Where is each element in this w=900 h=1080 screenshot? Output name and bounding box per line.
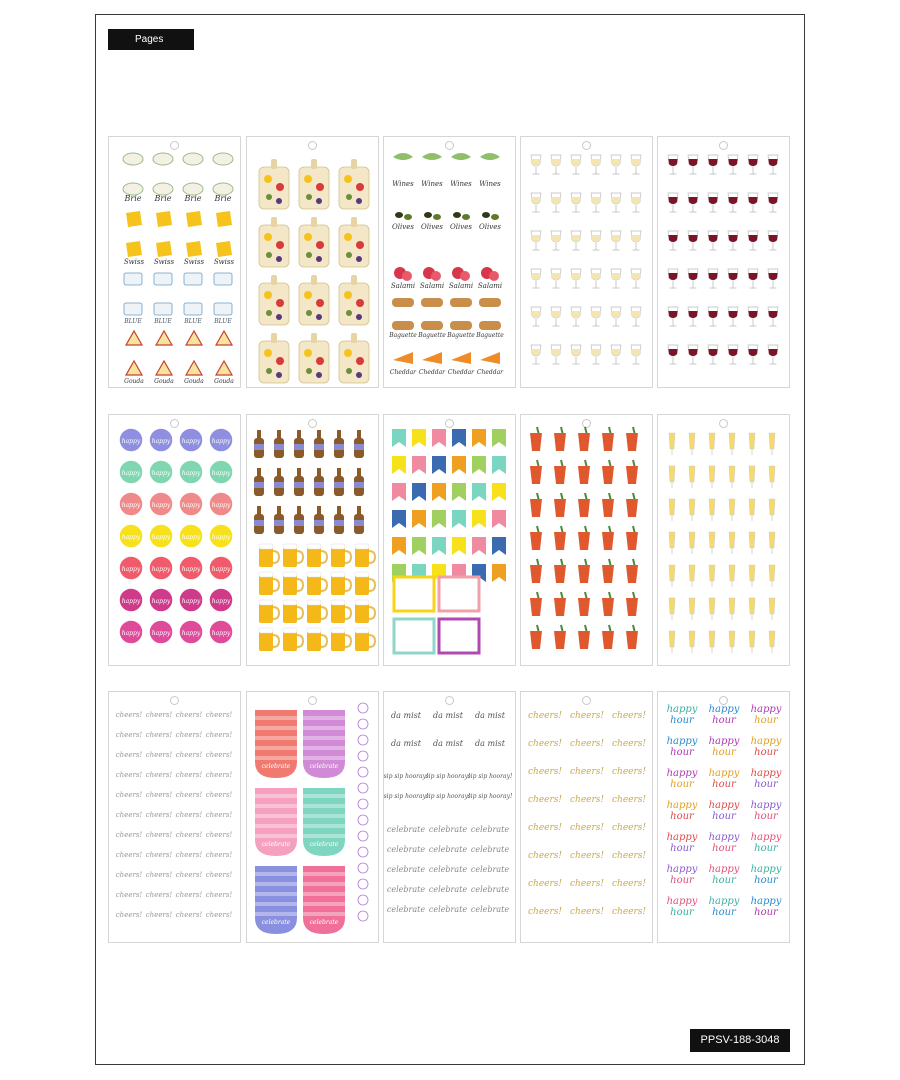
sticker-sheet [520,136,653,388]
svg-text:cheers!: cheers! [175,791,203,799]
svg-text:cheers!: cheers! [527,823,563,833]
sticker-sheet [520,414,653,666]
sticker-sheet [520,691,653,943]
sticker-art [658,415,790,666]
svg-text:celebrate: celebrate [261,919,291,926]
svg-text:celebrate: celebrate [386,885,426,894]
svg-text:happy: happy [151,630,171,637]
svg-text:cheers!: cheers! [175,851,203,859]
svg-text:Cheddar: Cheddar [389,369,417,376]
svg-text:cheers!: cheers! [145,711,173,719]
svg-text:Salami: Salami [477,282,503,290]
svg-text:happy: happy [708,896,740,907]
svg-text:happy: happy [666,896,698,907]
svg-text:celebrate: celebrate [309,841,339,848]
svg-text:hour: hour [712,811,736,822]
svg-text:cheers!: cheers! [145,771,173,779]
svg-text:cheers!: cheers! [527,739,563,749]
svg-text:da mist: da mist [433,711,463,720]
svg-text:sip sip hooray!: sip sip hooray! [384,773,429,780]
svg-text:cheers!: cheers! [145,751,173,759]
svg-text:Brie: Brie [124,194,142,203]
sticker-art [658,692,790,943]
svg-text:cheers!: cheers! [205,711,233,719]
svg-text:Cheddar: Cheddar [476,369,504,376]
svg-text:Brie: Brie [214,194,232,203]
svg-text:da mist: da mist [391,739,421,748]
svg-text:happy: happy [666,800,698,811]
svg-text:Salami: Salami [419,282,445,290]
svg-text:happy: happy [121,566,141,573]
svg-text:Wines: Wines [392,180,414,188]
svg-text:hour: hour [712,747,736,758]
svg-text:sip sip hooray!: sip sip hooray! [384,793,429,800]
svg-text:cheers!: cheers! [205,891,233,899]
sticker-art [384,137,516,388]
pages-label: Pages [108,29,194,50]
svg-text:happy: happy [181,438,201,445]
sticker-sheet [108,136,241,388]
svg-text:cheers!: cheers! [175,731,203,739]
svg-text:happy: happy [211,438,231,445]
svg-text:cheers!: cheers! [611,907,647,917]
svg-text:happy: happy [121,438,141,445]
svg-text:cheers!: cheers! [115,871,143,879]
sticker-sheet [108,691,241,943]
svg-text:celebrate: celebrate [386,905,426,914]
svg-text:happy: happy [211,534,231,541]
svg-text:Olives: Olives [421,223,443,231]
svg-text:happy: happy [211,566,231,573]
sticker-sheet [246,414,379,666]
svg-text:hour: hour [754,907,778,918]
svg-text:happy: happy [708,864,740,875]
svg-text:da mist: da mist [475,711,505,720]
svg-text:cheers!: cheers! [145,791,173,799]
svg-text:cheers!: cheers! [569,767,605,777]
svg-text:hour: hour [670,907,694,918]
svg-text:happy: happy [708,704,740,715]
svg-text:sip sip hooray!: sip sip hooray! [425,793,471,800]
svg-text:Swiss: Swiss [123,258,145,266]
svg-text:celebrate: celebrate [309,763,339,770]
svg-text:happy: happy [750,800,782,811]
svg-text:celebrate: celebrate [428,865,468,874]
svg-text:cheers!: cheers! [569,879,605,889]
sticker-art [109,692,241,943]
svg-text:celebrate: celebrate [428,845,468,854]
svg-text:cheers!: cheers! [175,891,203,899]
svg-text:BLUE: BLUE [124,318,142,325]
svg-text:Cheddar: Cheddar [447,369,475,376]
svg-text:hour: hour [754,875,778,886]
svg-text:cheers!: cheers! [205,731,233,739]
svg-text:celebrate: celebrate [386,845,426,854]
svg-text:happy: happy [121,598,141,605]
svg-text:cheers!: cheers! [115,831,143,839]
svg-text:BLUE: BLUE [214,318,232,325]
svg-text:cheers!: cheers! [145,731,173,739]
svg-text:happy: happy [211,630,231,637]
svg-text:cheers!: cheers! [115,811,143,819]
svg-text:happy: happy [750,832,782,843]
svg-text:cheers!: cheers! [527,711,563,721]
svg-text:hour: hour [670,811,694,822]
svg-text:celebrate: celebrate [470,885,510,894]
sticker-art [384,692,516,943]
svg-text:Swiss: Swiss [153,258,175,266]
svg-text:hour: hour [712,907,736,918]
svg-text:happy: happy [708,768,740,779]
svg-text:da mist: da mist [433,739,463,748]
svg-text:happy: happy [151,470,171,477]
svg-text:cheers!: cheers! [115,891,143,899]
svg-text:cheers!: cheers! [115,751,143,759]
svg-text:Brie: Brie [184,194,202,203]
svg-text:sip sip hooray!: sip sip hooray! [467,773,513,780]
svg-text:cheers!: cheers! [175,831,203,839]
sticker-art [109,415,241,666]
svg-text:hour: hour [754,779,778,790]
svg-text:celebrate: celebrate [261,841,291,848]
sticker-sheet [383,691,516,943]
svg-text:happy: happy [750,704,782,715]
svg-text:happy: happy [121,502,141,509]
svg-text:happy: happy [121,534,141,541]
svg-text:celebrate: celebrate [470,905,510,914]
svg-text:cheers!: cheers! [145,851,173,859]
sticker-sheet [108,414,241,666]
svg-text:cheers!: cheers! [205,791,233,799]
svg-text:Brie: Brie [154,194,172,203]
svg-text:cheers!: cheers! [527,851,563,861]
svg-text:cheers!: cheers! [175,911,203,919]
svg-text:cheers!: cheers! [569,711,605,721]
svg-text:cheers!: cheers! [175,871,203,879]
svg-text:hour: hour [670,843,694,854]
svg-text:Gouda: Gouda [124,378,144,385]
svg-text:Wines: Wines [450,180,472,188]
svg-text:cheers!: cheers! [611,795,647,805]
svg-text:hour: hour [670,779,694,790]
svg-text:celebrate: celebrate [386,825,426,834]
svg-text:celebrate: celebrate [309,919,339,926]
svg-text:Cheddar: Cheddar [418,369,446,376]
svg-text:cheers!: cheers! [145,891,173,899]
svg-text:da mist: da mist [391,711,421,720]
sticker-sheet [383,414,516,666]
svg-text:happy: happy [211,470,231,477]
svg-text:cheers!: cheers! [205,751,233,759]
svg-text:BLUE: BLUE [154,318,172,325]
svg-text:cheers!: cheers! [569,739,605,749]
svg-text:happy: happy [181,598,201,605]
svg-text:happy: happy [750,864,782,875]
svg-text:happy: happy [151,598,171,605]
svg-text:cheers!: cheers! [145,831,173,839]
svg-text:happy: happy [666,704,698,715]
svg-text:cheers!: cheers! [115,731,143,739]
svg-text:cheers!: cheers! [611,711,647,721]
svg-text:cheers!: cheers! [205,771,233,779]
svg-text:happy: happy [151,438,171,445]
svg-text:cheers!: cheers! [115,911,143,919]
svg-text:happy: happy [211,598,231,605]
svg-text:hour: hour [754,747,778,758]
svg-text:Gouda: Gouda [154,378,174,385]
svg-text:celebrate: celebrate [428,825,468,834]
sticker-sheet [657,691,790,943]
svg-text:happy: happy [181,470,201,477]
svg-text:happy: happy [750,768,782,779]
svg-text:Gouda: Gouda [214,378,234,385]
svg-text:happy: happy [181,502,201,509]
svg-text:cheers!: cheers! [205,851,233,859]
svg-text:Wines: Wines [421,180,443,188]
sticker-sheet [383,136,516,388]
svg-text:cheers!: cheers! [611,739,647,749]
svg-text:happy: happy [151,534,171,541]
sticker-art [521,415,653,666]
svg-text:happy: happy [121,470,141,477]
svg-text:cheers!: cheers! [205,911,233,919]
svg-text:Baguette: Baguette [418,332,446,339]
svg-text:hour: hour [670,747,694,758]
svg-text:hour: hour [712,875,736,886]
svg-text:celebrate: celebrate [428,905,468,914]
svg-text:cheers!: cheers! [175,811,203,819]
svg-text:cheers!: cheers! [145,911,173,919]
svg-text:cheers!: cheers! [611,823,647,833]
sticker-art [384,415,516,666]
svg-text:hour: hour [670,875,694,886]
svg-text:happy: happy [211,502,231,509]
svg-text:happy: happy [708,800,740,811]
svg-text:celebrate: celebrate [386,865,426,874]
svg-text:happy: happy [708,832,740,843]
sticker-art [521,137,653,388]
svg-text:cheers!: cheers! [611,851,647,861]
svg-text:hour: hour [712,779,736,790]
svg-text:da mist: da mist [475,739,505,748]
sticker-sheet [246,136,379,388]
svg-text:happy: happy [750,736,782,747]
svg-text:cheers!: cheers! [611,767,647,777]
svg-text:cheers!: cheers! [527,879,563,889]
svg-text:happy: happy [121,630,141,637]
svg-text:cheers!: cheers! [175,771,203,779]
svg-text:sip sip hooray!: sip sip hooray! [425,773,471,780]
svg-text:cheers!: cheers! [115,851,143,859]
svg-text:celebrate: celebrate [470,865,510,874]
sticker-art [247,692,379,943]
svg-text:celebrate: celebrate [470,845,510,854]
svg-text:happy: happy [181,566,201,573]
svg-text:Baguette: Baguette [389,332,417,339]
svg-text:cheers!: cheers! [115,791,143,799]
svg-text:Baguette: Baguette [447,332,475,339]
svg-text:hour: hour [712,715,736,726]
svg-text:happy: happy [666,864,698,875]
svg-text:cheers!: cheers! [205,811,233,819]
svg-text:Swiss: Swiss [183,258,205,266]
svg-text:hour: hour [670,715,694,726]
svg-text:Wines: Wines [479,180,501,188]
svg-text:hour: hour [712,843,736,854]
svg-text:cheers!: cheers! [527,795,563,805]
svg-text:celebrate: celebrate [261,763,291,770]
svg-text:Olives: Olives [392,223,414,231]
svg-text:celebrate: celebrate [470,825,510,834]
svg-text:celebrate: celebrate [428,885,468,894]
svg-text:Salami: Salami [448,282,474,290]
svg-text:cheers!: cheers! [145,811,173,819]
svg-text:cheers!: cheers! [569,851,605,861]
svg-text:cheers!: cheers! [205,871,233,879]
svg-text:cheers!: cheers! [569,907,605,917]
svg-text:hour: hour [754,843,778,854]
sticker-art [247,137,379,388]
svg-text:Baguette: Baguette [476,332,504,339]
svg-text:BLUE: BLUE [184,318,202,325]
sticker-sheet [657,414,790,666]
sku-label: PPSV-188-3048 [690,1029,790,1052]
svg-text:cheers!: cheers! [611,879,647,889]
svg-text:cheers!: cheers! [115,711,143,719]
svg-text:Olives: Olives [479,223,501,231]
svg-text:happy: happy [666,768,698,779]
svg-text:cheers!: cheers! [569,795,605,805]
svg-text:happy: happy [181,630,201,637]
svg-text:cheers!: cheers! [145,871,173,879]
svg-text:cheers!: cheers! [175,751,203,759]
svg-text:cheers!: cheers! [527,767,563,777]
sticker-art [521,692,653,943]
svg-text:Olives: Olives [450,223,472,231]
svg-text:sip sip hooray!: sip sip hooray! [467,793,513,800]
svg-text:happy: happy [666,832,698,843]
svg-text:cheers!: cheers! [569,823,605,833]
svg-text:happy: happy [151,566,171,573]
svg-text:cheers!: cheers! [527,907,563,917]
svg-text:hour: hour [754,811,778,822]
svg-text:hour: hour [754,715,778,726]
svg-text:happy: happy [750,896,782,907]
svg-text:happy: happy [181,534,201,541]
svg-text:happy: happy [708,736,740,747]
svg-text:cheers!: cheers! [115,771,143,779]
svg-text:Gouda: Gouda [184,378,204,385]
svg-text:Salami: Salami [390,282,416,290]
svg-text:Swiss: Swiss [213,258,235,266]
sticker-art [658,137,790,388]
svg-text:cheers!: cheers! [205,831,233,839]
svg-text:happy: happy [666,736,698,747]
sticker-art [109,137,241,388]
sticker-sheet [657,136,790,388]
svg-text:happy: happy [151,502,171,509]
svg-text:cheers!: cheers! [175,711,203,719]
sticker-art [247,415,379,666]
sticker-sheet [246,691,379,943]
